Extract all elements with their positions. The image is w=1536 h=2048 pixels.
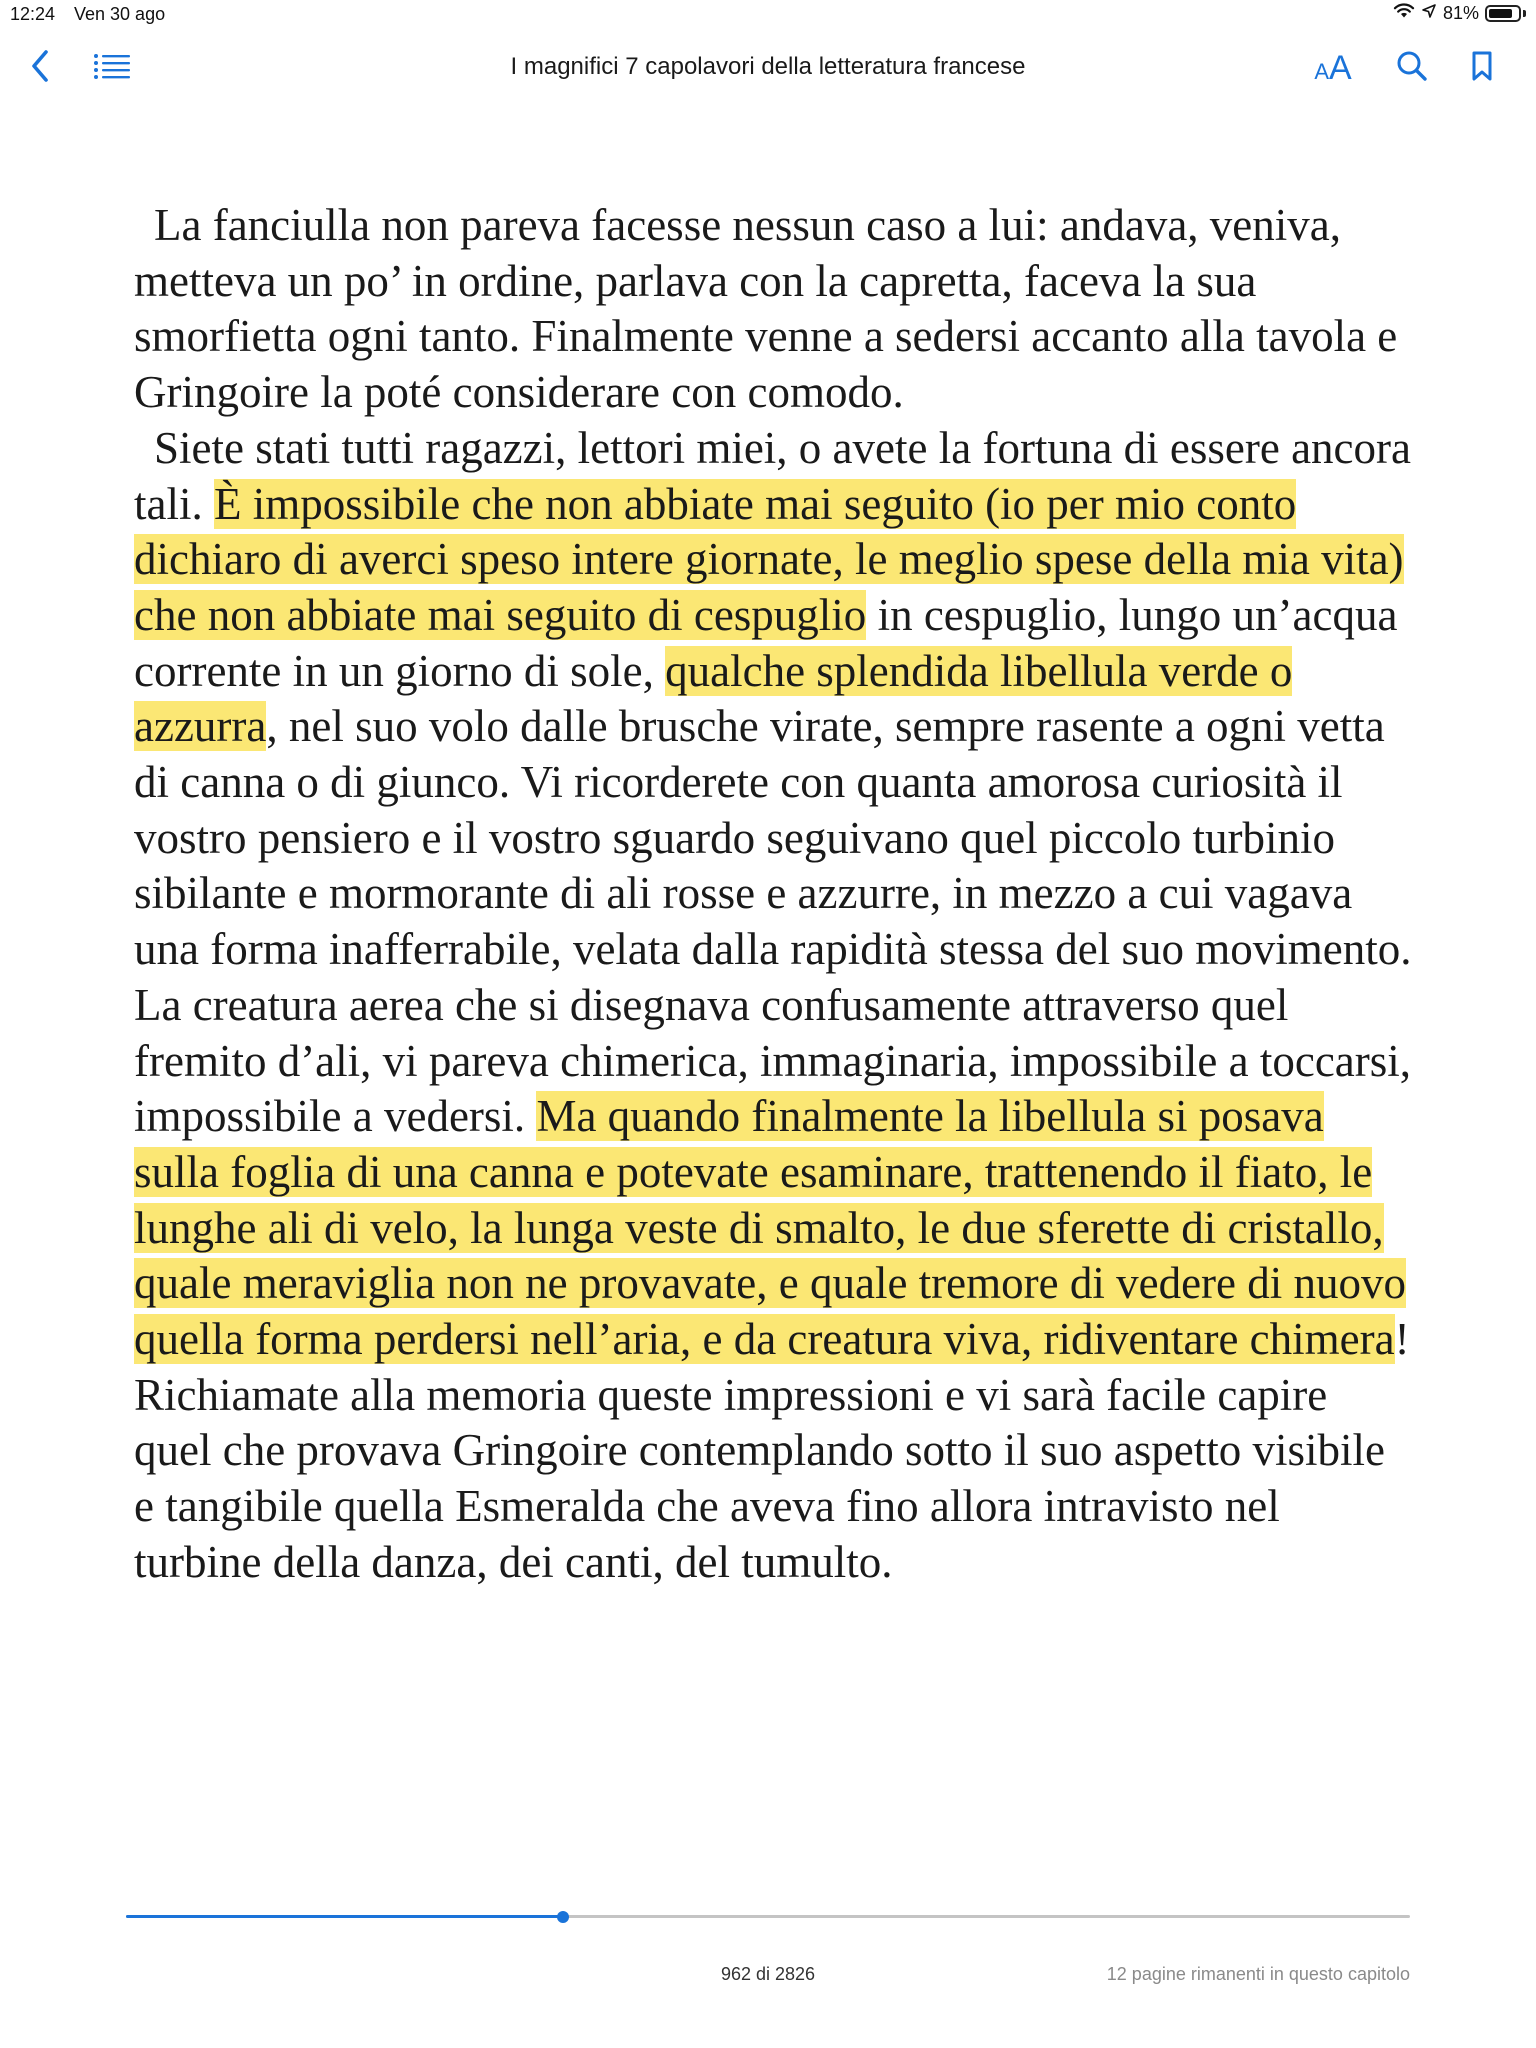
location-arrow-icon <box>1421 3 1437 24</box>
search-button[interactable] <box>1392 48 1432 88</box>
status-bar <box>0 0 1536 30</box>
pages-remaining-in-chapter: 12 pagine rimanenti in questo capitolo <box>1106 1964 1410 1984</box>
highlighted-text[interactable]: Ma quando finalmente la libellula si posava sulla foglia di una canna e potevate esaminare, trattenendo il fiato, le lunghe ali di velo, la lunga veste di smalto, le due sferette di cristallo, quale meraviglia non ne provavate, e quale tremore di vedere di nuovo quella forma perdersi nell’aria, e da creatura viva, ridiventare chimera <box>134 1091 1406 1365</box>
font-size-icon <box>1314 49 1351 88</box>
highlighted-text[interactable]: È impossibile che non abbiate mai seguito (io per mio conto dichiaro di averci speso intere giornate, le meglio spese della mia vita) che non abbiate mai seguito di cespuglio <box>134 478 1404 640</box>
bookmark-icon <box>1471 50 1493 87</box>
battery-fill <box>1489 9 1512 18</box>
search-icon <box>1396 50 1428 87</box>
wifi-icon <box>1393 3 1415 24</box>
bookmark-button[interactable] <box>1462 48 1502 88</box>
status-right <box>1393 3 1526 24</box>
text-segment: ! Richiamate alla memoria queste impressioni e vi sarà facile capire quel che provava Gringoire contemplando sotto il suo aspetto visibile e tangibile quella Esmeralda che aveva fino allora intravisto nel turbine della danza, dei canti, del tumulto. <box>134 1314 1410 1587</box>
font-size-big-letter: A <box>1329 48 1352 87</box>
page-scrubber[interactable] <box>126 1903 1410 1931</box>
battery-icon <box>1485 5 1521 22</box>
font-size-small-letter: A <box>1314 58 1329 84</box>
book-page-text[interactable] <box>134 198 1414 1591</box>
status-time: 12:24 <box>10 4 56 24</box>
toolbar <box>0 36 1536 100</box>
text-segment: La fanciulla non pareva facesse nessun caso a lui: andava, veniva, metteva un po’ in ordine, parlava con la capretta, faceva la sua smorfietta ogni tanto. Finalmente venne a sedersi accanto alla tavola e Gringoire la poté considerare con comodo. <box>134 200 1398 418</box>
text-segment: Siete stati tutti ragazzi, lettori miei, o avete la fortuna di essere ancora tali. <box>134 422 1411 529</box>
paragraph <box>134 421 1414 1591</box>
page-count: 962 di 2826 <box>720 1964 816 1984</box>
scrubber-knob[interactable] <box>557 1911 569 1923</box>
paragraph <box>134 198 1414 421</box>
battery-tip <box>1523 10 1526 17</box>
status-date: Ven 30 ago <box>74 4 166 24</box>
scrubber-fill <box>126 1915 563 1918</box>
text-segment: in cespuglio, lungo un’acqua corrente in un giorno di sole, <box>134 589 1398 696</box>
font-size-button[interactable] <box>1308 48 1358 88</box>
text-segment: , nel suo volo dalle brusche virate, sempre rasente a ogni vetta di canna o di giunco. Vi ricorderete con quanta amorosa curiosità il vostro pensiero e il vostro sguardo seguivano quel piccolo turbinio sibilante e mormorante di ali rosse e azzurre, in mezzo a cui vagava una forma inafferrabile, velata dalla rapidità stessa del suo movimento. La creatura aerea che si disegnava confusamente attraverso quel fremito d’ali, vi pareva chimerica, immaginaria, impossibile a toccarsi, impossibile a vedersi. <box>134 701 1412 1142</box>
battery-percent: 81% <box>1442 3 1479 23</box>
highlighted-text[interactable]: qualche splendida libellula verde o azzurra <box>134 645 1293 752</box>
book-title: I magnifici 7 capolavori della letteratura francese <box>510 53 1026 80</box>
